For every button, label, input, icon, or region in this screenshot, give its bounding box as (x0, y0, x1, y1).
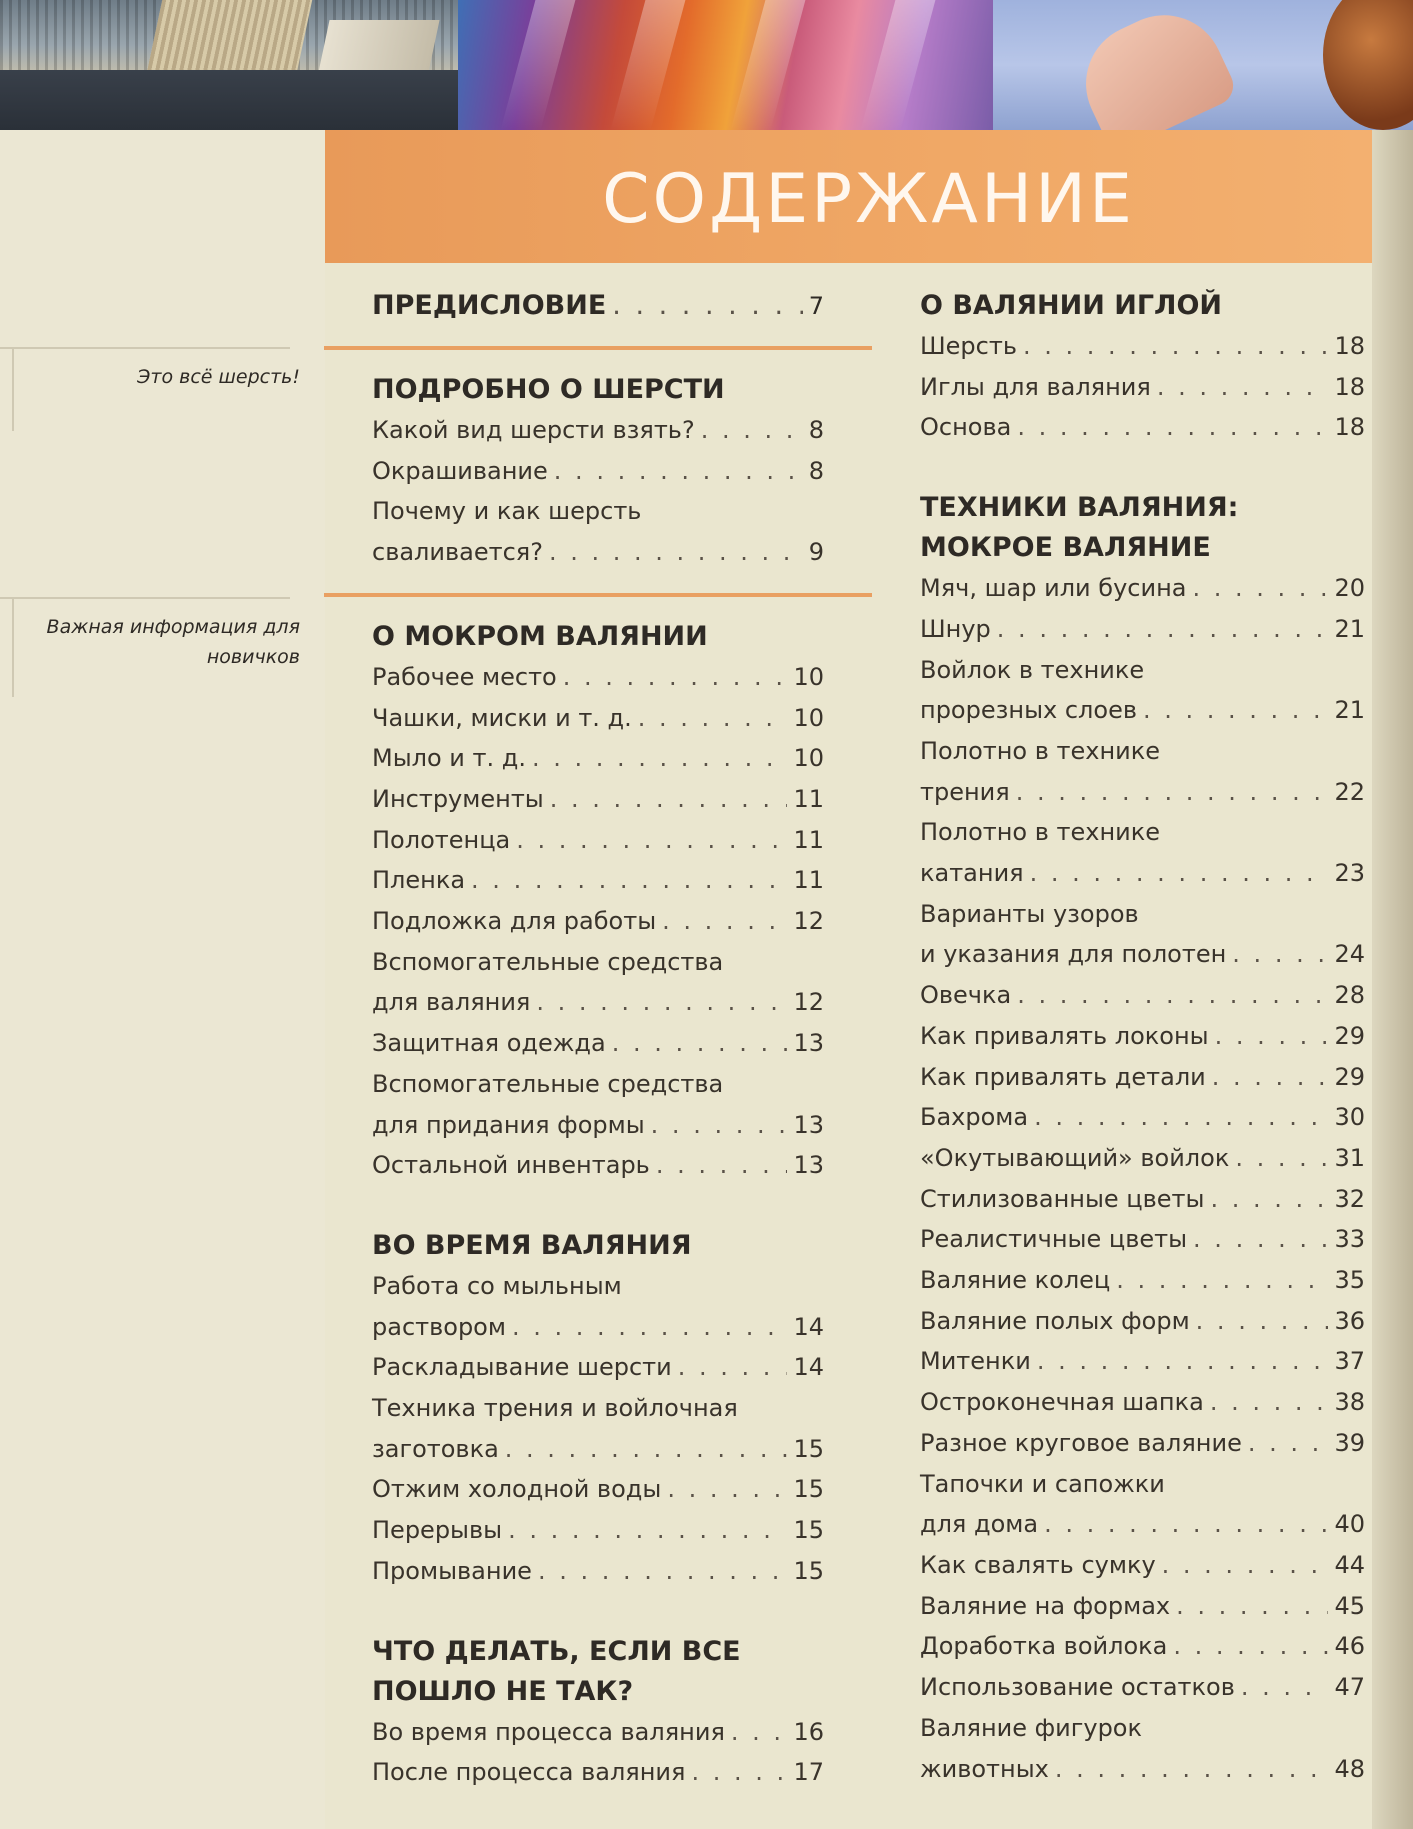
toc-entry-line[interactable]: Валяние фигурок (920, 1713, 1142, 1742)
spacer (372, 1186, 824, 1226)
dot-leader (1232, 934, 1328, 975)
toc-entry[interactable] (920, 1219, 1365, 1260)
toc-entry-label: Овечка (920, 981, 1012, 1010)
toc-entry-label: Основа (920, 413, 1012, 442)
toc-entry-line[interactable]: Тапочки и сапожки (920, 1469, 1165, 1498)
toc-entry[interactable] (920, 975, 1365, 1016)
toc-page-number: 11 (793, 866, 824, 895)
toc-entry[interactable] (920, 609, 1365, 650)
toc-entry[interactable] (372, 1307, 824, 1348)
dot-leader (1116, 1260, 1328, 1301)
toc-entry-label: Подложка для работы (372, 907, 657, 936)
dot-leader (731, 1712, 788, 1753)
toc-entry-label: прорезных слоев (920, 696, 1137, 725)
toc-entry-line[interactable]: Техника трения и войлочная (372, 1394, 738, 1423)
page-title: СОДЕРЖАНИЕ (602, 160, 1135, 239)
toc-section-heading: МОКРОЕ ВАЛЯНИЕ (920, 532, 1211, 564)
toc-entry-label: Отжим холодной воды (372, 1475, 662, 1504)
toc-entry-label: Доработка войлока (920, 1632, 1168, 1661)
toc-entry-label: заготовка (372, 1434, 499, 1463)
dot-leader (1016, 772, 1329, 813)
toc-entry-label: Как свалять сумку (920, 1550, 1156, 1579)
toc-entry-preface[interactable] (372, 286, 824, 326)
toc-entry[interactable] (920, 1586, 1365, 1627)
toc-entry-label: Остроконечная шапка (920, 1388, 1204, 1417)
toc-entry[interactable] (920, 1749, 1365, 1790)
toc-entry[interactable] (372, 1023, 824, 1064)
toc-entry[interactable] (372, 1429, 824, 1470)
toc-page-number: 15 (793, 1516, 824, 1545)
toc-entry[interactable] (372, 451, 824, 492)
toc-page-number: 14 (793, 1353, 824, 1382)
toc-page-number: 18 (1334, 372, 1365, 401)
toc-entry[interactable] (920, 326, 1365, 367)
dot-leader (1017, 407, 1328, 448)
dot-leader (1173, 1626, 1328, 1667)
side-note: Это всё шерсть! (137, 366, 300, 388)
toc-page-number: 45 (1334, 1591, 1365, 1620)
toc-page-number: 28 (1334, 981, 1365, 1010)
dot-leader (612, 286, 802, 326)
toc-entry-label: После процесса валяния (372, 1758, 686, 1787)
dot-leader (550, 779, 788, 820)
toc-page-number: 40 (1334, 1510, 1365, 1539)
toc-entry[interactable] (920, 1016, 1365, 1057)
toc-entry[interactable] (920, 407, 1365, 448)
toc-entry-label: Валяние полых форм (920, 1306, 1190, 1335)
toc-page-number: 8 (808, 416, 824, 444)
toc-page-number: 13 (793, 1151, 824, 1180)
section-divider (324, 593, 872, 597)
toc-entry-label: Промывание (372, 1556, 532, 1585)
dot-leader (638, 698, 788, 739)
toc-entry[interactable] (372, 1510, 824, 1551)
toc-entry-line[interactable]: Войлок в технике (920, 655, 1145, 684)
toc-section-heading: ПОШЛО НЕ ТАК? (372, 1675, 634, 1707)
toc-entry-label: раствором (372, 1312, 506, 1341)
dot-leader (536, 982, 787, 1023)
toc-entry[interactable] (920, 1341, 1365, 1382)
toc-page-number: 44 (1334, 1550, 1365, 1579)
toc-entry[interactable] (920, 1423, 1365, 1464)
toc-entry[interactable] (372, 1712, 824, 1753)
toc-entry-label: Остальной инвентарь (372, 1151, 650, 1180)
toc-entry[interactable] (920, 1545, 1365, 1586)
dot-leader (1192, 568, 1328, 609)
dot-leader (563, 657, 788, 698)
toc-entry[interactable] (920, 1138, 1365, 1179)
toc-page-number: 13 (793, 1029, 824, 1058)
dot-leader (997, 609, 1329, 650)
dot-leader (678, 1347, 788, 1388)
toc-entry-label: Мяч, шар или бусина (920, 574, 1187, 603)
toc-page-number: 32 (1334, 1184, 1365, 1213)
toc-page-number: 11 (793, 784, 824, 813)
toc-page-number: 16 (793, 1717, 824, 1746)
toc-entry[interactable] (920, 690, 1365, 731)
header-photo-strip (0, 0, 1413, 130)
toc-entry-label: Стилизованные цветы (920, 1184, 1205, 1213)
toc-page-number: 15 (793, 1556, 824, 1585)
felting-tools-photo (0, 0, 458, 130)
toc-section-heading: ЧТО ДЕЛАТЬ, ЕСЛИ ВСЕ (372, 1635, 741, 1667)
toc-entry-label: трения (920, 777, 1010, 806)
toc-entry-label: Использование остатков (920, 1673, 1235, 1702)
toc-entry-label: для придания формы (372, 1110, 645, 1139)
toc-page-number: 7 (808, 292, 824, 320)
toc-entry-label: Как привалять локоны (920, 1021, 1209, 1050)
toc-entry[interactable] (372, 698, 824, 739)
side-note-rule (0, 597, 290, 599)
dot-leader (1023, 326, 1328, 367)
toc-entry-label: Мыло и т. д. (372, 744, 526, 773)
spacer (920, 448, 1365, 488)
toc-page-number: 35 (1334, 1266, 1365, 1295)
dot-leader (1212, 1057, 1329, 1098)
toc-entry[interactable] (920, 1382, 1365, 1423)
toc-page-number: 12 (793, 907, 824, 936)
spacer (372, 1592, 824, 1632)
toc-entry[interactable] (920, 1097, 1365, 1138)
side-note-rule (0, 347, 290, 349)
dot-leader (1037, 1341, 1329, 1382)
toc-section-heading: О МОКРОМ ВАЛЯНИИ (372, 620, 708, 652)
dot-leader (1248, 1423, 1329, 1464)
dot-leader (1241, 1667, 1329, 1708)
toc-page-number: 24 (1334, 940, 1365, 969)
toc-entry-line[interactable]: Полотно в технике (920, 736, 1161, 765)
toc-entry-label: Как привалять детали (920, 1062, 1206, 1091)
dot-leader (1193, 1219, 1328, 1260)
toc-entry-label: для валяния (372, 988, 531, 1017)
toc-entry[interactable] (372, 860, 824, 901)
dot-leader (1215, 1016, 1329, 1057)
toc-entry[interactable] (372, 1551, 824, 1592)
toc-page-number: 8 (808, 456, 824, 485)
toc-entry[interactable] (920, 1667, 1365, 1708)
dot-leader (651, 1105, 788, 1146)
toc-page-number: 15 (793, 1434, 824, 1463)
dot-leader (1210, 1382, 1329, 1423)
toc-page-number: 33 (1334, 1225, 1365, 1254)
toc-page-number: 13 (793, 1110, 824, 1139)
toc-page-number: 15 (793, 1475, 824, 1504)
side-note: Важная информация для новичков (46, 616, 300, 668)
toc-entry[interactable] (920, 1301, 1365, 1342)
toc-section-heading: ТЕХНИКИ ВАЛЯНИЯ: (920, 492, 1239, 524)
dot-leader (505, 1429, 788, 1470)
toc-entry-label: катания (920, 859, 1024, 888)
toc-entry[interactable] (372, 982, 824, 1023)
toc-page-number: 10 (793, 662, 824, 691)
toc-entry[interactable] (372, 901, 824, 942)
toc-entry-label: сваливается? (372, 538, 543, 567)
toc-entry[interactable] (372, 820, 824, 861)
toc-page-number: 38 (1334, 1388, 1365, 1417)
toc-entry-label: Реалистичные цветы (920, 1225, 1188, 1254)
toc-entry-label: Окрашивание (372, 456, 548, 485)
toc-heading: ПРЕДИСЛОВИЕ (372, 290, 607, 321)
toc-page-number: 47 (1334, 1673, 1365, 1702)
toc-entry-label: Рабочее место (372, 662, 557, 691)
dot-leader (532, 738, 787, 779)
toc-entry-line[interactable]: Полотно в технике (920, 818, 1161, 847)
dot-leader (471, 860, 787, 901)
dot-leader (1017, 975, 1328, 1016)
toc-entry-line[interactable]: Варианты узоров (920, 899, 1139, 928)
toc-page-number: 11 (793, 825, 824, 854)
toc-entry[interactable] (920, 1057, 1365, 1098)
toc-entry-label: Инструменты (372, 784, 544, 813)
toc-page-number: 10 (793, 703, 824, 732)
dot-leader (667, 1469, 787, 1510)
toc-entry[interactable] (920, 853, 1365, 894)
toc-section-heading: ВО ВРЕМЯ ВАЛЯНИЯ (372, 1229, 692, 1261)
toc-page-number: 48 (1334, 1754, 1365, 1783)
toc-entry-label: Разное круговое валяние (920, 1428, 1242, 1457)
toc-entry-line[interactable]: Почему и как шерсть (372, 497, 642, 526)
toc-entry-label: Бахрома (920, 1103, 1029, 1132)
dot-leader (1196, 1301, 1329, 1342)
toc-entry[interactable] (920, 1504, 1365, 1545)
toc-entry[interactable] (372, 657, 824, 698)
toc-right-column (920, 286, 1365, 1789)
toc-entry-label: Какой вид шерсти взять? (372, 416, 695, 444)
toc-entry[interactable] (372, 779, 824, 820)
toc-page-number: 22 (1334, 777, 1365, 806)
toc-page-number: 9 (808, 538, 824, 567)
colored-wool-photo (458, 0, 993, 130)
toc-page-number: 36 (1334, 1306, 1365, 1335)
toc-entry[interactable] (920, 367, 1365, 408)
toc-entry-label: Пленка (372, 866, 466, 895)
toc-entry[interactable] (372, 1105, 824, 1146)
dot-leader (512, 1307, 787, 1348)
dot-leader (554, 451, 803, 492)
dot-leader (1034, 1097, 1328, 1138)
toc-entry-label: Шнур (920, 614, 991, 643)
toc-entry[interactable] (920, 1179, 1365, 1220)
dot-leader (1162, 1545, 1329, 1586)
toc-page-number: 14 (793, 1312, 824, 1341)
toc-page-number: 10 (793, 744, 824, 773)
dot-leader (701, 410, 803, 451)
hands-felting-photo (993, 0, 1413, 130)
toc-page-number: 46 (1334, 1632, 1365, 1661)
dot-leader (549, 532, 803, 573)
toc-entry[interactable] (372, 410, 824, 451)
toc-entry-label: Иглы для валяния (920, 372, 1151, 401)
toc-page-number: 18 (1334, 413, 1365, 442)
dot-leader (1235, 1138, 1328, 1179)
toc-entry-label: и указания для полотен (920, 940, 1227, 969)
dot-leader (1176, 1586, 1328, 1627)
toc-entry-label: Чашки, миски и т. д. (372, 703, 632, 732)
toc-entry[interactable] (372, 1347, 824, 1388)
toc-page-number: 39 (1334, 1428, 1365, 1457)
toc-entry[interactable] (372, 1145, 824, 1186)
toc-section-heading: ПОДРОБНО О ШЕРСТИ (372, 374, 725, 405)
toc-entry-label: животных (920, 1754, 1049, 1783)
toc-entry[interactable] (372, 1469, 824, 1510)
toc-entry-label: Шерсть (920, 332, 1017, 360)
dot-leader (1210, 1179, 1328, 1220)
toc-entry-label: Полотенца (372, 825, 511, 854)
toc-page-number: 12 (793, 988, 824, 1017)
dot-leader (656, 1145, 788, 1186)
toc-entry-label: Во время процесса валяния (372, 1717, 725, 1746)
dot-leader (1044, 1504, 1328, 1545)
toc-entry[interactable] (372, 532, 824, 573)
toc-entry-label: Раскладывание шерсти (372, 1353, 672, 1382)
toc-page-number: 37 (1334, 1347, 1365, 1376)
toc-page-number: 23 (1334, 859, 1365, 888)
toc-section-heading: О ВАЛЯНИИ ИГЛОЙ (920, 290, 1223, 321)
toc-entry-label: Валяние колец (920, 1266, 1111, 1295)
dot-leader (508, 1510, 787, 1551)
toc-entry[interactable] (372, 1752, 824, 1793)
dot-leader (612, 1023, 788, 1064)
toc-page-number: 21 (1334, 614, 1365, 643)
toc-entry[interactable] (920, 934, 1365, 975)
dot-leader (516, 820, 787, 861)
dot-leader (1030, 853, 1329, 894)
toc-page-number: 21 (1334, 696, 1365, 725)
dot-leader (691, 1752, 787, 1793)
title-banner (325, 130, 1372, 263)
toc-entry[interactable] (372, 738, 824, 779)
toc-page-number: 17 (793, 1758, 824, 1787)
toc-page-number: 29 (1334, 1062, 1365, 1091)
toc-entry[interactable] (920, 1626, 1365, 1667)
dot-leader (538, 1551, 788, 1592)
toc-entry-line[interactable]: Работа со мыльным (372, 1271, 622, 1300)
toc-entry-label: для дома (920, 1510, 1039, 1539)
toc-entry[interactable] (920, 568, 1365, 609)
toc-entry-line[interactable]: Вспомогательные средства (372, 1069, 724, 1098)
dot-leader (1143, 690, 1328, 731)
toc-entry-line[interactable]: Вспомогательные средства (372, 947, 724, 976)
toc-page-number: 29 (1334, 1021, 1365, 1050)
toc-entry-label: Митенки (920, 1347, 1031, 1376)
dot-leader (1157, 367, 1329, 408)
toc-entry-label: Перерывы (372, 1516, 503, 1545)
toc-entry-label: «Окутывающий» войлок (920, 1143, 1230, 1172)
page-edge-shadow (1372, 130, 1413, 1829)
toc-page-number: 31 (1334, 1143, 1365, 1172)
dot-leader (662, 901, 787, 942)
toc-left-column (372, 286, 824, 1793)
dot-leader (1055, 1749, 1329, 1790)
toc-entry-label: Валяние на формах (920, 1591, 1171, 1620)
toc-entry[interactable] (920, 772, 1365, 813)
toc-page-number: 30 (1334, 1103, 1365, 1132)
toc-page-number: 20 (1334, 574, 1365, 603)
toc-page-number: 18 (1334, 332, 1365, 360)
toc-entry-label: Защитная одежда (372, 1029, 606, 1058)
toc-entry[interactable] (920, 1260, 1365, 1301)
section-divider (324, 346, 872, 350)
